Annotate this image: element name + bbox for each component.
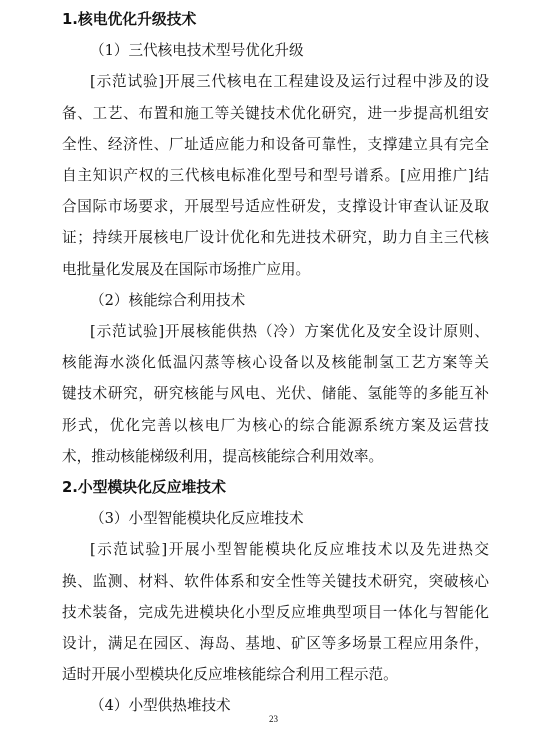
subsection-heading: （1）三代核电技术型号优化升级 [90, 42, 304, 60]
paragraph-line: [示范试验]开展核能供热（冷）方案优化及安全设计原则、 [90, 323, 489, 340]
section-heading: 1.核电优化升级技术 [62, 11, 197, 28]
paragraph-line: 术，推动核能梯级利用，提高核能综合利用效率。 [62, 447, 384, 465]
paragraph-line: 证；持续开展核电厂设计优化和先进技术研究，助力自主三代核 [62, 229, 489, 247]
subsection-heading: （3）小型智能模块化反应堆技术 [90, 510, 304, 528]
paragraph-line: 形式，优化完善以核电厂为核心的综合能源系统方案及运营技 [62, 416, 489, 434]
paragraph-line: 备、工艺、布置和施工等关键技术优化研究，进一步提高机组安 [62, 104, 489, 122]
paragraph-line: [示范试验]开展小型智能模块化反应堆技术以及先进热交 [90, 541, 489, 559]
paragraph-line: 电批量化发展及在国际市场推广应用。 [62, 260, 311, 278]
paragraph-line: 技术装备，完成先进模块化小型反应堆典型项目一体化与智能化 [62, 603, 489, 621]
paragraph-line: [示范试验]开展三代核电在工程建设及运行过程中涉及的设 [90, 73, 489, 91]
paragraph-line: 键技术研究，研究核能与风电、光伏、储能、氢能等的多能互补 [62, 385, 489, 403]
section-heading: 2.小型模块化反应堆技术 [62, 479, 226, 496]
paragraph-line: 全性、经济性、厂址适应能力和设备可靠性，支撑建立具有完全 [62, 135, 489, 153]
paragraph-line: 合国际市场要求，开展型号适应性研发，支撑设计审查认证及取 [62, 198, 489, 216]
subsection-heading: （2）核能综合利用技术 [90, 291, 246, 309]
paragraph-line: 换、监测、材料、软件体系和安全性等关键技术研究，突破核心 [62, 572, 489, 590]
paragraph-line: 设计，满足在园区、海岛、基地、矿区等多场景工程应用条件， [62, 635, 489, 652]
page-number: 23 [269, 714, 278, 724]
paragraph-line: 自主知识产权的三代核电标准化型号和型号谱系。[应用推广]结 [62, 167, 489, 184]
paragraph-line: 核能海水淡化低温闪蒸等核心设备以及核能制氢工艺方案等关 [62, 354, 489, 372]
subsection-heading: （4）小型供热堆技术 [90, 697, 231, 715]
paragraph-line: 适时开展小型模块化反应堆核能综合利用工程示范。 [62, 666, 398, 684]
